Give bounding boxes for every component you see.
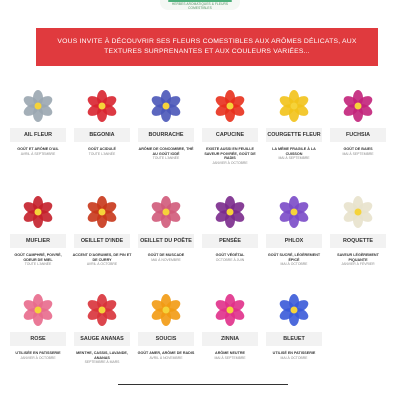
flower-description: UTILISÉE EN PATISSERIE (15, 351, 61, 355)
flower-description: ARÔME DE CONCOMBRE, THÉ AU GOÛT IODÉ (138, 147, 194, 156)
flower-name-box (10, 128, 66, 142)
nasturtium-icon (212, 88, 248, 124)
flower-card[interactable] (262, 88, 326, 194)
flower-name: CAPUCINE (215, 132, 245, 138)
flower-season: MAI À NOVEMBRE (151, 257, 181, 262)
flower-season: TOUTE L'ANNÉE (24, 262, 52, 267)
tagline: HERBES AROMATIQUES & FLEURS COMESTIBLES (171, 2, 229, 10)
flower-description-block (264, 147, 324, 161)
flower-description-block (328, 253, 388, 267)
flower-card[interactable] (326, 88, 390, 194)
flower-description: GOÛT VÉGÉTAL (215, 253, 245, 257)
calendula-icon (148, 292, 184, 328)
flower-card[interactable] (134, 88, 198, 194)
arugula-flower-icon (340, 194, 376, 230)
phlox-icon (276, 194, 312, 230)
flower-description: EXISTE AUSSI EN FEUILLE SAVEUR POIVRÉE, GOÛT DE RADIS (204, 147, 256, 161)
flower-name: OEILLET D'INDE (80, 238, 124, 244)
flower-season: MAI À OCTOBRE (280, 355, 308, 360)
flower-description-block (136, 253, 196, 262)
flower-description-block (136, 147, 196, 161)
divider (118, 384, 288, 385)
flower-name: FUCHSIA (346, 132, 370, 138)
rose-icon (20, 292, 56, 328)
flower-description: ACCENT D'AGRUMES, DE PIN ET DE CURRY (72, 253, 132, 262)
flower-card[interactable] (198, 292, 262, 382)
flower-description: UTILISÉ EN PATISSERIE (272, 351, 316, 355)
flower-name-box (266, 332, 322, 346)
flower-card[interactable] (70, 88, 134, 194)
pineapple-sage-icon (84, 292, 120, 328)
flower-card[interactable] (198, 88, 262, 194)
flower-description: GOÛT CAMPHRÉ, POIVRÉ, ODEUR DE MIEL (14, 253, 62, 262)
flower-name: SOUCIS (155, 336, 177, 342)
flower-name-box (10, 332, 66, 346)
flower-name-box (330, 128, 386, 142)
borage-icon (148, 88, 184, 124)
flower-description: GOÛT SUCRÉ, LÉGÈREMENT ÉPICÉ (267, 253, 321, 262)
flower-name: AIL FLEUR (23, 132, 53, 138)
flower-name-box (266, 128, 322, 142)
flower-card[interactable] (326, 194, 390, 292)
flower-description-block (200, 253, 260, 262)
zucchini-flower-icon (276, 88, 312, 124)
flower-card[interactable] (134, 194, 198, 292)
flower-season: JANVIER À OCTOBRE (20, 355, 56, 360)
flower-description-block (136, 351, 196, 360)
flower-card[interactable] (70, 292, 134, 382)
flower-season: MAI À SEPTEMBRE (214, 355, 246, 360)
flower-name-box (138, 332, 194, 346)
flower-description-block (72, 147, 132, 156)
flower-description: ARÔME NEUTRE (215, 351, 245, 355)
flower-name: PHLOX (284, 238, 304, 244)
flower-name-box (202, 234, 258, 248)
flower-season: OCTOBRE À JUIN (215, 257, 245, 262)
zinnia-icon (212, 292, 248, 328)
flower-name-box (74, 332, 130, 346)
banner-text: VOUS INVITE À DÉCOUVRIR SES FLEURS COMESTIBLES AUX ARÔMES DÉLICATS, AUX TEXTURES SURPRENANTES ET AUX COULEURS VARIÉES... (57, 38, 357, 55)
flower-description: LA MÊME FRAGILE À LA CUISSON (272, 147, 316, 156)
flower-name: BOURRACHE (148, 132, 184, 138)
flower-card[interactable] (262, 292, 326, 382)
flower-name: SAUGE ANANAS (80, 336, 124, 342)
flower-description: MENTHE, CASSIS, LAVANDE, ANANAS (76, 351, 128, 360)
flower-season: TOUTE L'ANNÉE (152, 156, 180, 161)
pansy-icon (212, 194, 248, 230)
flower-name-box (202, 332, 258, 346)
flower-description-block (8, 147, 68, 156)
flower-season: AVRIL À SEPTEMBRE (20, 151, 56, 156)
flower-season: AVRIL À NOVEMBRE (149, 355, 183, 360)
flower-description-block (328, 147, 388, 156)
flower-season: MAI À SEPTEMBRE (342, 151, 374, 156)
flower-description-block (8, 253, 68, 267)
flower-description-block (200, 351, 260, 360)
flower-name-box (266, 234, 322, 248)
flower-name-box (330, 234, 386, 248)
flower-name: PENSÉE (219, 238, 241, 244)
flower-card[interactable] (6, 88, 70, 194)
flower-name: ROQUETTE (343, 238, 373, 244)
flower-season: JANVIER À FÉVRIER (341, 262, 375, 267)
flower-description: SAVEUR LÉGÈREMENT PIQUANTE (337, 253, 379, 262)
flower-season: AVRIL À OCTOBRE (86, 262, 118, 267)
flower-description-block (200, 147, 260, 165)
flower-description: GOÛT ACIDULÉ (88, 147, 116, 151)
flower-description: GOÛT AMER, ARÔME DE RADIS (137, 351, 195, 355)
flower-name-box (10, 234, 66, 248)
flower-card[interactable] (262, 194, 326, 292)
flower-season: SEPTEMBRE À MARS (84, 360, 120, 365)
flower-description-block (72, 253, 132, 267)
flower-card[interactable] (6, 194, 70, 292)
flower-description-block (72, 351, 132, 365)
intro-banner (36, 28, 378, 66)
flower-season: JANVIER À OCTOBRE (212, 160, 248, 165)
flower-description-block (8, 351, 68, 360)
flower-season: MAI À OCTOBRE (280, 262, 308, 267)
flower-card[interactable] (6, 292, 70, 382)
flower-card[interactable] (198, 194, 262, 292)
snapdragon-icon (20, 194, 56, 230)
flower-grid (6, 88, 394, 382)
flower-name-box (74, 128, 130, 142)
flower-name-box (202, 128, 258, 142)
flower-name-box (138, 234, 194, 248)
flower-name-box (74, 234, 130, 248)
flower-name: ROSE (30, 336, 46, 342)
flower-description: GOÛT ET ARÔME D'AIL (17, 147, 59, 151)
flower-description-block (264, 253, 324, 267)
flower-name: MUFLIER (26, 238, 50, 244)
flower-description-block (264, 351, 324, 360)
fuchsia-icon (340, 88, 376, 124)
flower-description: GOÛT DE BAIES (343, 147, 373, 151)
garlic-flower-icon (20, 88, 56, 124)
flower-name: BEGONIA (89, 132, 115, 138)
flower-season: MAI À SEPTEMBRE (278, 156, 310, 161)
flower-description: GOÛT DE MUSCADE (147, 253, 185, 257)
begonia-icon (84, 88, 120, 124)
flower-name: ZINNIA (221, 336, 239, 342)
cornflower-icon (276, 292, 312, 328)
flower-card[interactable] (70, 194, 134, 292)
flower-name: OEILLET DU POÊTE (140, 238, 192, 244)
flower-name: BLEUET (283, 336, 305, 342)
flower-card[interactable] (134, 292, 198, 382)
flower-name: COURGETTE FLEUR (267, 132, 321, 138)
marigold-icon (84, 194, 120, 230)
logo (160, 0, 240, 10)
flower-season: TOUTE L'ANNÉE (88, 151, 116, 156)
flower-name-box (138, 128, 194, 142)
sweet-william-icon (148, 194, 184, 230)
